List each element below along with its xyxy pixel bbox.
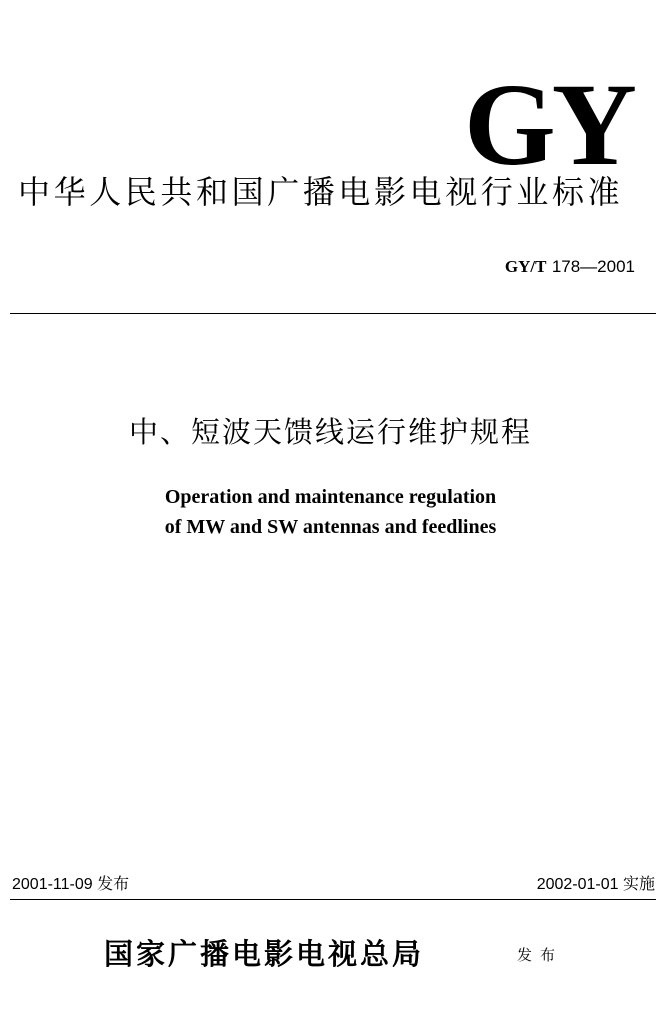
industry-standard-heading: 中华人民共和国广播电影电视行业标准 xyxy=(18,173,624,211)
standard-code-number: 178—2001 xyxy=(551,257,635,276)
bottom-divider xyxy=(10,899,656,900)
implementation-date: 2002-01-01 实施 xyxy=(536,876,655,893)
document-title-english-line2: of MW and SW antennas and feedlines xyxy=(164,516,497,538)
publish-label: 发布 xyxy=(517,946,564,964)
standard-code-prefix: GY/T xyxy=(504,257,547,276)
document-title-chinese: 中、短波天馈线运行维护规程 xyxy=(128,415,532,449)
standard-code xyxy=(505,258,635,276)
top-divider xyxy=(10,313,656,314)
publisher-name: 国家广播电影电视总局 xyxy=(104,937,425,971)
gy-logo: GY xyxy=(464,59,633,190)
issue-date: 2001-11-09 发布 xyxy=(12,876,130,893)
document-title-english-line1: Operation and maintenance regulation xyxy=(164,486,497,508)
